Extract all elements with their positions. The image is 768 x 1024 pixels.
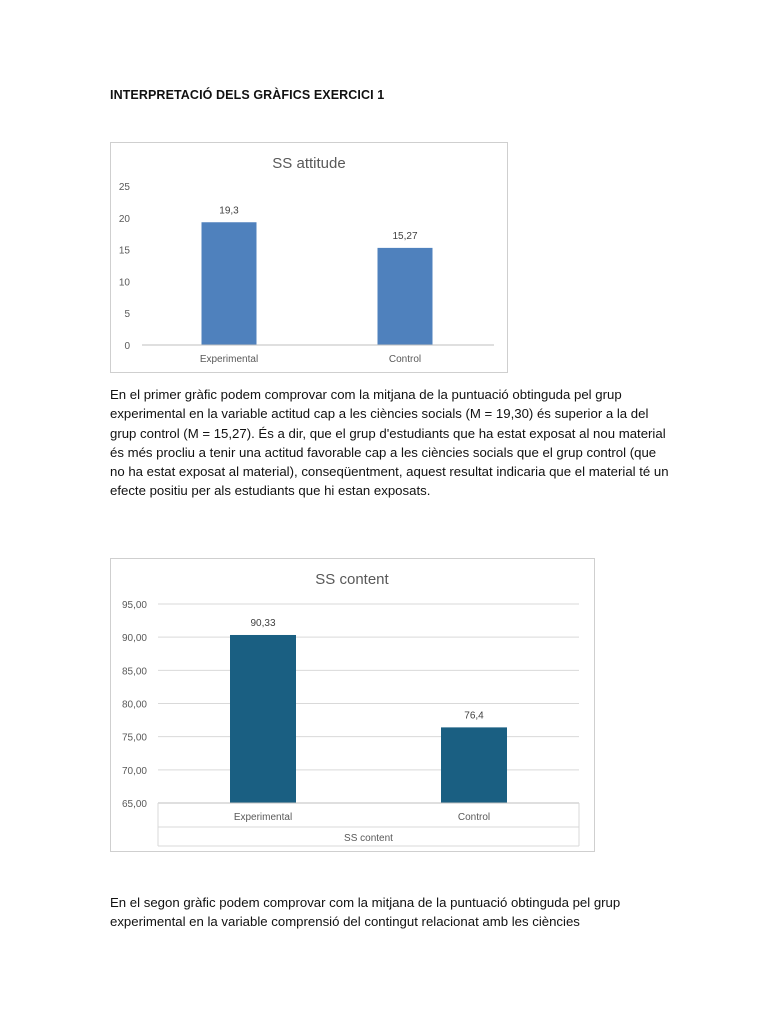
chart-ss-content-svg <box>111 559 594 851</box>
bar-control <box>441 727 507 803</box>
paragraph-1: En el primer gràfic podem comprovar com la mitjana de la puntuació obtinguda pel grup experimental en la variable actitud cap a les ciències socials (M = 19,30) és superior a la del grup control (M = 15,27). És a dir, que el grup d'estudiants que ha estat exposat al nou material és més procliu a tenir una actitud favorable cap a les ciències socials que el grup control (que no ha estat exposat al material), conseqüentment, aquest resultat indicaria que el material té un efecte positiu per als estudiants que hi estan exposats. <box>110 387 669 499</box>
data-label: 15,27 <box>392 230 418 242</box>
chart-ss-attitude <box>110 142 508 373</box>
category-label: Control <box>457 812 491 823</box>
chart-ss-content <box>110 558 595 852</box>
y-tick-label: 75,00 <box>121 732 147 744</box>
chart-ss-attitude-svg <box>111 143 507 372</box>
bar-experimental <box>202 222 257 345</box>
y-tick-label: 0 <box>124 341 130 352</box>
x-axis-title: SS content <box>344 833 393 844</box>
data-label: 90,33 <box>250 617 276 629</box>
y-tick-label: 10 <box>118 277 130 289</box>
category-label: Experimental <box>199 354 259 365</box>
data-label: 76,4 <box>464 710 484 722</box>
y-tick-label: 85,00 <box>121 666 147 678</box>
data-label: 19,3 <box>219 205 239 217</box>
y-tick-label: 65,00 <box>121 799 147 810</box>
chart-title: SS attitude <box>272 155 346 172</box>
document-title: INTERPRETACIÓ DELS GRÀFICS EXERCICI 1 <box>110 88 385 102</box>
category-label: Control <box>388 354 422 365</box>
bar-experimental <box>230 635 296 803</box>
y-tick-label: 5 <box>124 309 130 321</box>
paragraph-2: En el segon gràfic podem comprovar com la mitjana de la puntuació obtinguda pel grup experimental en la variable comprensió del contingut relacionat amb les ciències <box>110 895 621 930</box>
bar-control <box>378 248 433 345</box>
y-tick-label: 15 <box>118 245 130 257</box>
y-tick-label: 20 <box>118 213 130 225</box>
y-tick-label: 25 <box>118 182 130 193</box>
y-tick-label: 70,00 <box>121 765 147 777</box>
chart-title: SS content <box>315 571 389 588</box>
y-tick-label: 90,00 <box>121 633 147 645</box>
category-label: Experimental <box>233 812 293 823</box>
y-tick-label: 95,00 <box>121 600 147 611</box>
y-tick-label: 80,00 <box>121 699 147 711</box>
